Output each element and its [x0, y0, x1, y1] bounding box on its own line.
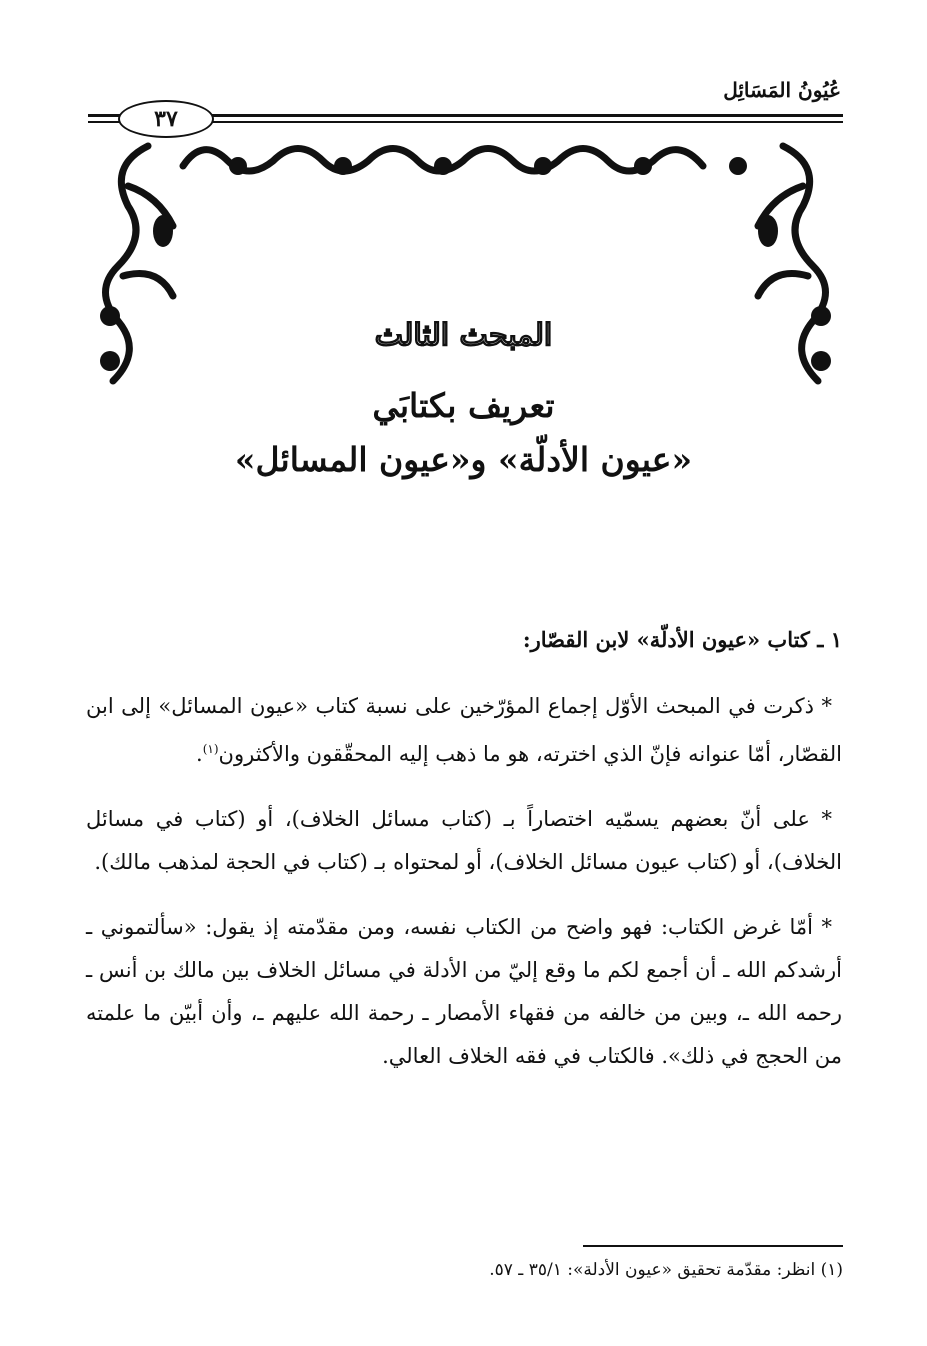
- chapter-title-line1: تعريف بكتابَي: [372, 386, 555, 425]
- paragraph-1-text: * ذكرت في المبحث الأوّل إجماع المؤرّخين على نسبة كتاب «عيون المسائل» إلى ابن القصّار، أمّا عنوانه فإنّ الذي اخترته، هو ما ذهب إليه المحقّقون والأكثرون: [86, 694, 842, 766]
- footnote-rule: [583, 1245, 843, 1247]
- body-text: [86, 618, 842, 1100]
- footnote-ref: (١): [202, 742, 219, 756]
- section-label: المبحث الثالث: [374, 318, 553, 353]
- paragraph-1-end: .: [196, 742, 203, 766]
- chapter-title-line2: «عيون الأدلّة» و«عيون المسائل»: [234, 440, 693, 479]
- page-number: ٣٧: [118, 100, 214, 138]
- subheading: ١ ـ كتاب «عيون الأدلّة» لابن القصّار:: [522, 627, 842, 652]
- paragraph-2: * على أنّ بعضهم يسمّيه اختصاراً بـ (كتاب مسائل الخلاف)، أو (كتاب في مسائل الخلاف)، أو (كتاب عيون مسائل الخلاف)، أو لمحتواه بـ (كتاب في الحجة لمذهب مالك).: [86, 807, 842, 874]
- paragraph-3: * أمّا غرض الكتاب: فهو واضح من الكتاب نفسه، ومن مقدّمته إذ يقول: «سألتموني ـ أرشدكم الله ـ أن أجمع لكم ما وقع إليّ من الأدلة في مسائل الخلاف بين مالك بن أنس ـ رحمه الله ـ، وبين من خالفه من فقهاء الأمصار ـ رحمة الله عليهم ـ، وأن أبيّن ما علمته من الحجج في ذلك». فالكتاب في فقه الخلاف العالي.: [86, 915, 842, 1068]
- footnote: (١) انظر: مقدّمة تحقيق «عيون الأدلة»: ٣٥/١ ـ ٥٧.: [489, 1260, 843, 1280]
- ornamental-frame: [88, 126, 843, 406]
- paragraph-1: [86, 685, 842, 776]
- running-head: عُيُونُ المَسَائِل: [723, 78, 841, 102]
